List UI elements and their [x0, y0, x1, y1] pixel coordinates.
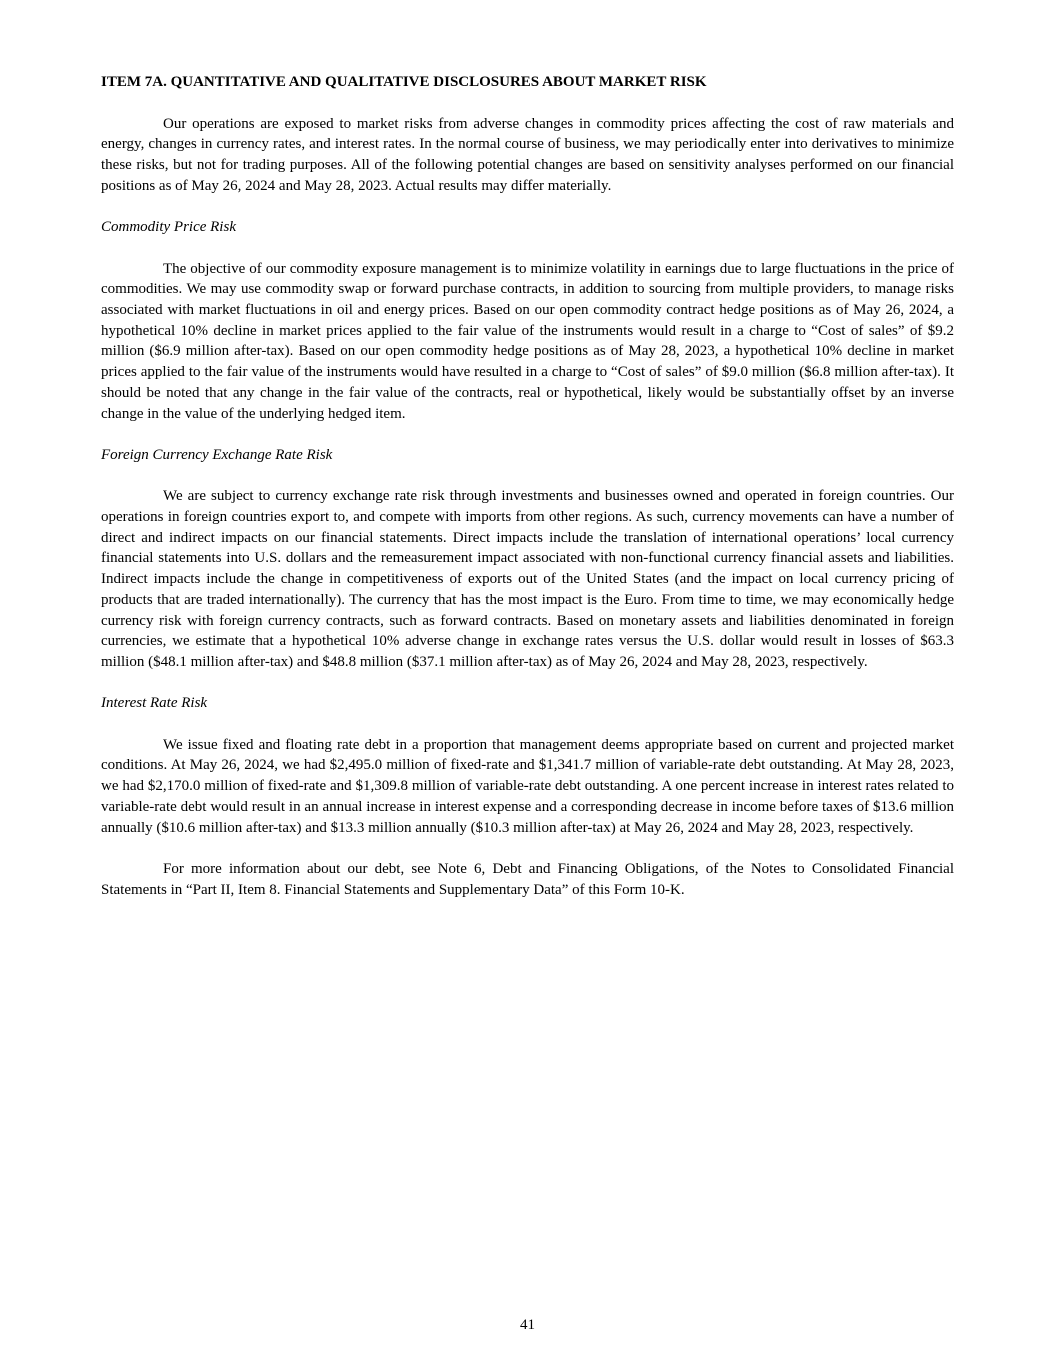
interest-rate-risk-paragraph: We issue fixed and floating rate debt in a proportion that management deems appropriate based on current and projected market conditions. At May 26, 2024, we had $2,495.0 million of fixed-rate and $1,341.7 million of variable-rate debt outstanding. At May 28, 2023, we had $2,170.0 million of fixed-rate and $1,309.8 million of variable-rate debt outstanding. A one percent increase in interest rates related to variable-rate debt would result in an annual increase in interest expense and a corresponding decrease in income before taxes of $13.6 million annually ($10.6 million after-tax) and $13.3 million annually ($10.3 million after-tax) at May 26, 2024 and May 28, 2023, respectively.: [101, 736, 954, 836]
commodity-price-risk-heading: Commodity Price Risk: [101, 219, 236, 236]
page-number: 41: [520, 1317, 535, 1333]
section-heading: ITEM 7A. QUANTITATIVE AND QUALITATIVE DISCLOSURES ABOUT MARKET RISK: [101, 74, 707, 90]
document-page: [101, 72, 954, 921]
intro-paragraph: Our operations are exposed to market risks from adverse changes in commodity prices affecting the cost of raw materials and energy, changes in currency rates, and interest rates. In the normal course of business, we may periodically enter into derivatives to minimize these risks, but not for trading purposes. All of the following potential changes are based on sensitivity analyses performed on our financial positions as of May 26, 2024 and May 28, 2023. Actual results may differ materially.: [101, 115, 954, 194]
foreign-currency-risk-paragraph: We are subject to currency exchange rate risk through investments and businesses owned and operated in foreign countries. Our operations in foreign countries export to, and compete with imports from other regions. As such, currency movements can have a number of direct and indirect impacts on our financial statements. Direct impacts include the translation of international operations’ local currency financial statements into U.S. dollars and the remeasurement impact associated with non-functional currency financial assets and liabilities. Indirect impacts include the change in competitiveness of exports out of the United States (and the impact on local currency pricing of products that are traded internationally). The currency that has the most impact is the Euro. From time to time, we may economically hedge currency risk with foreign currency contracts, such as forward contracts. Based on monetary assets and liabilities denominated in foreign currencies, we estimate that a hypothetical 10% adverse change in exchange rates versus the U.S. dollar would result in losses of $63.3 million ($48.1 million after-tax) and $48.8 million ($37.1 million after-tax) as of May 26, 2024 and May 28, 2023, respectively.: [101, 488, 954, 670]
commodity-price-risk-paragraph: The objective of our commodity exposure management is to minimize volatility in earnings due to large fluctuations in the price of commodities. We may use commodity swap or forward purchase contracts, in addition to sourcing from multiple providers, to manage risks associated with market fluctuations in oil and energy prices. Based on our open commodity contract hedge positions as of May 26, 2024, a hypothetical 10% decline in market prices applied to the fair value of the instruments would result in a charge to “Cost of sales” of $9.2 million ($6.9 million after-tax). Based on our open commodity hedge positions as of May 28, 2023, a hypothetical 10% decline in market prices applied to the fair value of the instruments would have resulted in a charge to “Cost of sales” of $9.0 million ($6.8 million after-tax). It should be noted that any change in the fair value of the contracts, real or hypothetical, likely would be substantially offset by an inverse change in the value of the underlying hedged item.: [101, 260, 954, 422]
interest-rate-risk-heading: Interest Rate Risk: [101, 695, 208, 712]
debt-reference-paragraph: For more information about our debt, see Note 6, Debt and Financing Obligations, of the Notes to Consolidated Financial Statements in “Part II, Item 8. Financial Statements and Supplementary Data” of this Form 10-K.: [101, 860, 954, 898]
foreign-currency-risk-heading: Foreign Currency Exchange Rate Risk: [101, 446, 333, 463]
